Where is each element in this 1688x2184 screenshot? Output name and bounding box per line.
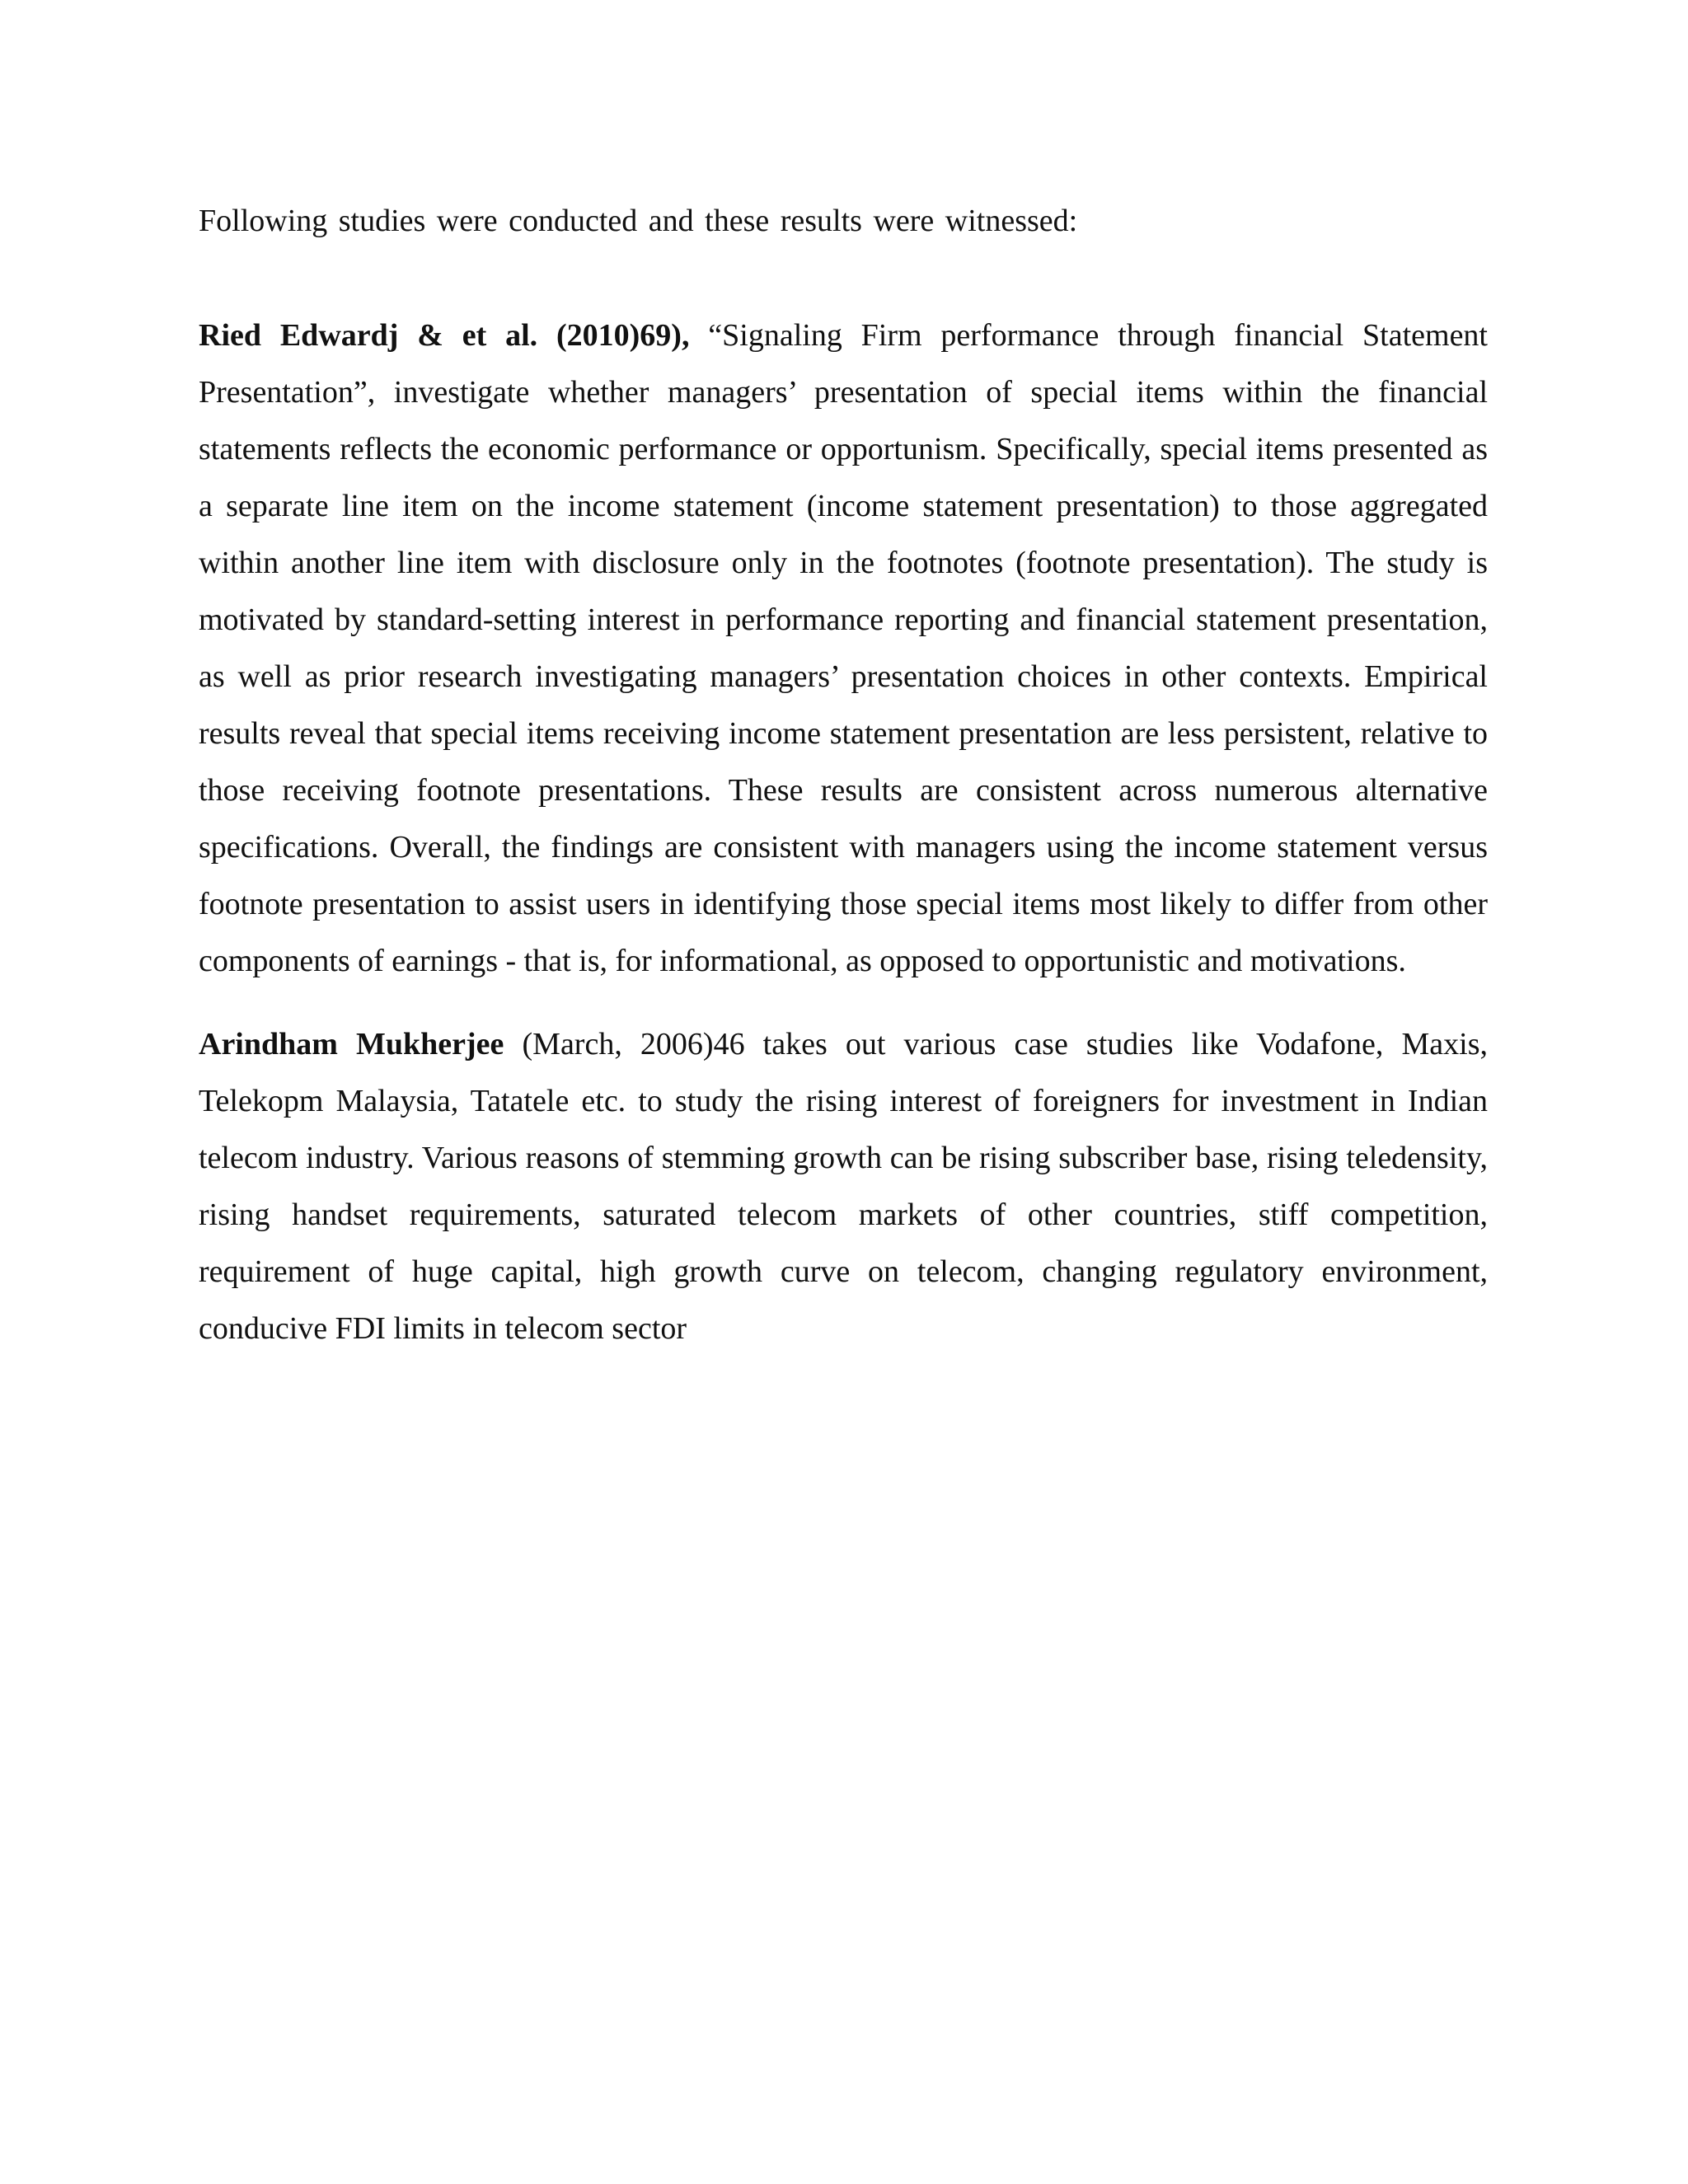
author-citation: Arindham Mukherjee [199, 1027, 504, 1062]
study-summary: “Signaling Firm performance through financial Statement Presentation”, investigate whether managers’ presentation of special items within the financial statements reflects the economic performance or opportunism. Specifically, special items presented as a separate line item on the income statement (income statement presentation) to those aggregated within another line item with disclosure only in the footnotes (footnote presentation). The study is motivated by standard-setting interest in performance reporting and financial statement presentation, as well as prior research investigating managers’ presentation choices in other contexts. Empirical results reveal that special items receiving income statement presentation are less persistent, relative to those receiving footnote presentations. These results are consistent across numerous alternative specifications. Overall, the findings are consistent with managers using the income statement versus footnote presentation to assist users in identifying those special items most likely to differ from other components of earnings - that is, for informational, as opposed to opportunistic and motivations. [199, 318, 1488, 978]
study-paragraph-ried-edwardj [199, 307, 1488, 990]
study-paragraph-arindham-mukherjee [199, 1016, 1488, 1357]
document-body [199, 193, 1488, 1384]
author-citation: Ried Edwardj & et al. (2010)69), [199, 318, 690, 353]
intro-sentence: Following studies were conducted and these results were witnessed: [199, 204, 1078, 238]
study-summary: (March, 2006)46 takes out various case studies like Vodafone, Maxis, Telekopm Malaysia, Tatatele etc. to study the rising interest of foreigners for investment in Indian telecom industry. Various reasons of stemming growth can be rising subscriber base, rising teledensity, rising handset requirements, saturated telecom markets of other countries, stiff competition, requirement of huge capital, high growth curve on telecom, changing regulatory environment, conducive FDI limits in telecom sector [199, 1027, 1488, 1346]
